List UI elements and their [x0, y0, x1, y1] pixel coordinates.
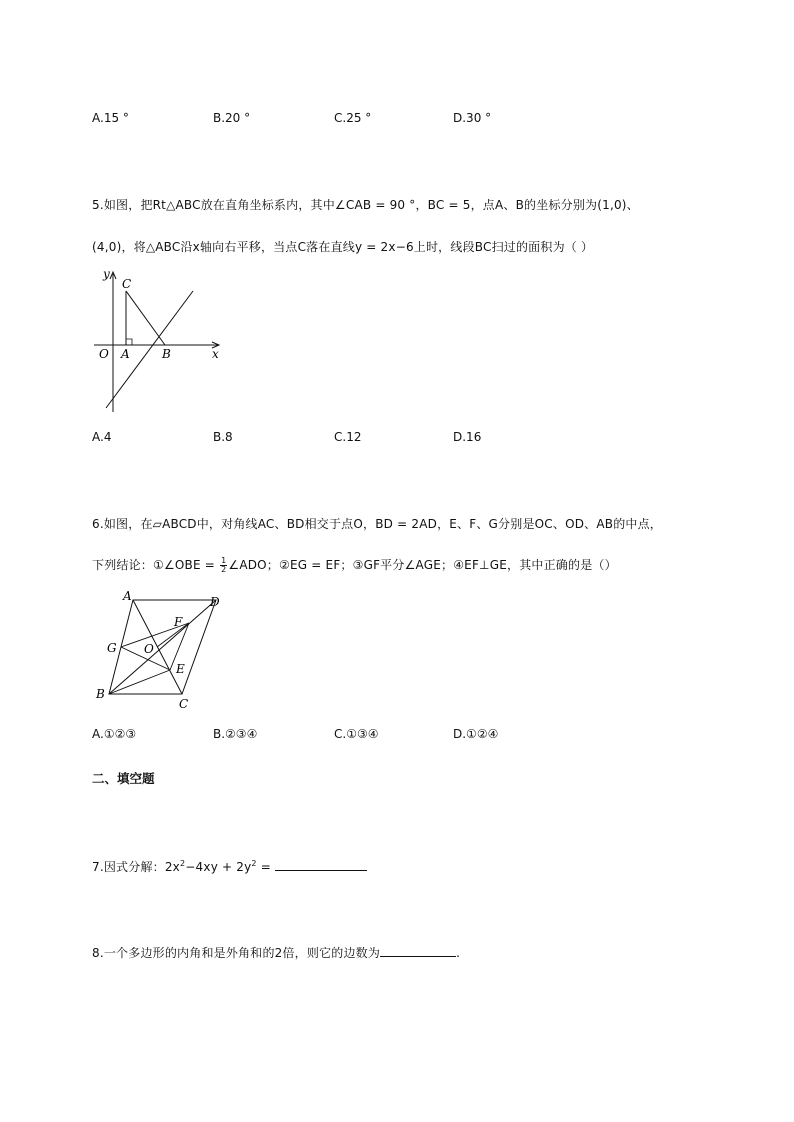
q6-fraction-numerator: 1 [221, 556, 227, 565]
q5-line-y-2x-6 [106, 291, 193, 408]
q6-stem-line1: 6.如图，在▱ABCD中，对角线AC、BD相交于点O，BD = 2AD，E、F、G分别是OC、OD、AB的中点， [92, 517, 662, 531]
q6-label-c: C [179, 697, 189, 711]
q5-label-x: x [212, 347, 219, 361]
q6-label-b: B [96, 687, 105, 701]
q5-label-b: B [162, 347, 171, 361]
q7-text-part3: = [256, 860, 276, 874]
q7-text-part1: 7.因式分解：2x [92, 860, 180, 874]
q5-stem-line1: 5.如图，把Rt△ABC放在直角坐标系内，其中∠CAB = 90 °，BC = 5，点A、B的坐标分别为(1,0)、 [92, 198, 639, 212]
q6-fraction [220, 557, 227, 574]
q5-label-o: O [99, 347, 109, 361]
q5-label-a: A [121, 347, 130, 361]
q5-option-c: C.12 [334, 430, 362, 444]
q5-option-a: A.4 [92, 430, 112, 444]
q8-text-part2: . [456, 946, 461, 960]
q5-label-c: C [122, 277, 132, 291]
q6-segment-be [109, 670, 170, 694]
q7-superscript-2: 2 [251, 859, 257, 868]
q6-diagonal-bd [109, 600, 216, 694]
q8-text-part1: 8.一个多边形的内角和是外角和的2倍，则它的边数为 [92, 946, 381, 960]
q5-stem-line2: (4,0)，将△ABC沿x轴向右平移，当点C落在直线y = 2x−6上时，线段BC扫过的面积为（ ） [92, 240, 594, 254]
q6-label-g: G [107, 641, 117, 655]
q7-answer-blank[interactable] [275, 858, 367, 871]
q4-option-d: D.30 ° [453, 111, 492, 125]
q6-fraction-denominator: 2 [221, 565, 227, 574]
q6-option-d: D.①②④ [453, 727, 499, 741]
q5-figure [90, 262, 230, 414]
q6-stem-line2 [92, 556, 617, 574]
q6-option-a: A.①②③ [92, 727, 137, 741]
q6-label-a: A [123, 589, 132, 603]
q6-stem-line2-part1: 下列结论：①∠OBE = [92, 558, 220, 572]
q7-text-part2: −4xy + 2y [185, 860, 252, 874]
q5-option-b: B.8 [213, 430, 233, 444]
section-fill-in-title: 二、填空题 [92, 771, 155, 786]
q6-label-f: F [174, 615, 183, 629]
q4-option-a: A.15 ° [92, 111, 129, 125]
q6-label-e: E [176, 662, 185, 676]
q7-stem [92, 858, 367, 875]
q6-label-d: D [210, 595, 220, 609]
q6-option-c: C.①③④ [334, 727, 379, 741]
q5-label-y: y [103, 267, 110, 281]
q5-option-d: D.16 [453, 430, 482, 444]
q5-right-angle-mark [126, 339, 132, 345]
q6-label-o: O [144, 642, 154, 656]
q6-stem-line2-part2: ∠ADO；②EG = EF；③GF平分∠AGE；④EF⊥GE，其中正确的是（） [228, 558, 617, 572]
q7-superscript-1: 2 [180, 859, 186, 868]
q6-option-b: B.②③④ [213, 727, 258, 741]
q6-figure [90, 588, 230, 712]
q8-stem [92, 944, 460, 961]
q4-option-b: B.20 ° [213, 111, 251, 125]
q8-answer-blank[interactable] [380, 944, 456, 957]
q4-option-c: C.25 ° [334, 111, 372, 125]
